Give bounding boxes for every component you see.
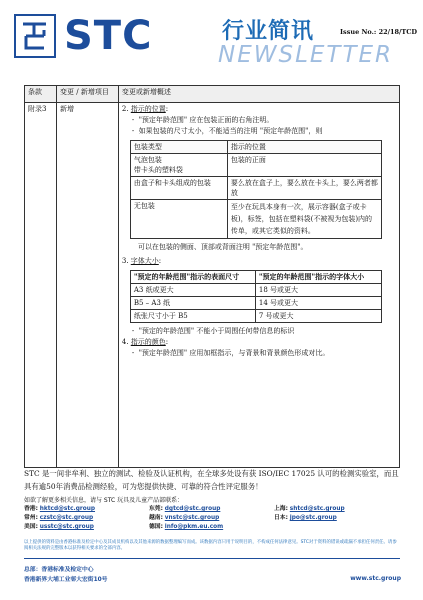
- email-link[interactable]: info@pkm.eu.com: [164, 524, 224, 530]
- packaging-table: [130, 140, 382, 239]
- font-size-table: [130, 270, 382, 323]
- section-2-after: 可以在包装的侧面、顶部或背面注明 "预定年龄范围"。: [137, 243, 308, 251]
- section-4-title: 4. 指示的颜色:: [121, 338, 169, 346]
- footer-address: [24, 565, 107, 585]
- change-summary-table: [24, 85, 400, 468]
- contact-row: 常州: czstc@stc.group 越南: vnstc@stc.group 日本: jpo@stc.group: [24, 515, 337, 521]
- footer-hq: 总部：香港标准及检定中心: [24, 567, 94, 573]
- table-row: 气泡包装 带卡头的塑料袋 包装的正面: [130, 154, 381, 177]
- footer-street: 香港新界大埔工业邨大宏街10号: [24, 577, 108, 583]
- section-2-bullet-2: - 如果包装的尺寸太小，不能适当的注明 "预定年龄范围"，则: [131, 127, 323, 135]
- table-header-row: [25, 86, 400, 103]
- change-cell: 新增: [57, 103, 119, 468]
- contact-row: 美国: usstc@stc.group 德国: info@pkm.eu.com: [24, 524, 224, 530]
- contact-intro: 如欲了解更多相关信息，请与 STC 玩具及儿童产品部联系：: [24, 497, 184, 504]
- section-2-bullet-1: - "预定年龄范围" 应在包装正面的右角注明。: [131, 116, 274, 124]
- email-link[interactable]: czstc@stc.group: [39, 515, 94, 521]
- table-row: B5 – A3 纸 14 号或更大: [130, 297, 381, 310]
- issue-number: Issue No.: 22/18/TCD: [340, 28, 418, 36]
- footer-divider: [24, 558, 400, 559]
- website-link[interactable]: www.stc.group: [350, 575, 401, 582]
- newsletter-title-cn: 行业简讯: [222, 19, 315, 44]
- header-clause: 条款: [25, 86, 57, 103]
- table-row: 无包装 至少在玩具本身有一次，展示容器(盒子或卡板)，标签，包括在塑料袋(不被视为包装)内的传单，或其它类似的资料。: [130, 200, 381, 239]
- disclaimer-text: 以上提供的资料是由香港标准及检定中心及其成员机构以及其他来源的数据整理编写而成。该数据内容只用于说明目的，不构成任何法律意见。STC对于资料的错误或疏漏不承担任何责任。请参阅相关法规的完整版本以获得相关要求的全部内容。: [24, 540, 397, 551]
- email-link[interactable]: shtcd@stc.group: [289, 506, 345, 512]
- email-link[interactable]: usstc@stc.group: [39, 524, 94, 530]
- table-row: 纸张尺寸小于 B5 7 号或更大: [130, 310, 381, 323]
- stc-logo-icon: [14, 14, 56, 58]
- summary-cell: [118, 103, 399, 468]
- email-link[interactable]: vnstc@stc.group: [164, 515, 220, 521]
- stc-intro-paragraph: STC 是一间非牟利、独立的测试、检验及认证机构，在全球多处设有获 ISO/IEC 17025 认可的检测实验室，而且具有逾50年消费品检测经验，可为您提供快捷、可靠的符合性评定服务！: [24, 469, 399, 491]
- section-2-title: 2. 指示的位置:: [121, 105, 169, 113]
- section-3-bullet: - "预定的年龄范围" 不能小于周围任何带信息的标识: [131, 327, 295, 335]
- email-link[interactable]: jpo@stc.group: [289, 515, 337, 521]
- section-3-title: 3. 字体大小:: [121, 257, 162, 265]
- logo-text: STC: [64, 13, 153, 59]
- email-link[interactable]: hktcd@stc.group: [39, 506, 96, 512]
- header-change: 变更 / 新增项目: [57, 86, 119, 103]
- header-summary: 变更或新增概述: [118, 86, 399, 103]
- email-link[interactable]: dgtcd@stc.group: [164, 506, 221, 512]
- table-row: A3 纸或更大 18 号或更大: [130, 284, 381, 297]
- table-header-row: 包装类型 指示的位置: [130, 141, 381, 154]
- table-header-row: "预定的年龄范围"指示的表面尺寸 "预定的年龄范围"指示的字体大小: [130, 271, 381, 284]
- table-row: [25, 103, 400, 468]
- header: [0, 0, 423, 75]
- table-row: 由盒子和卡头组成的包装 要么放在盒子上，要么放在卡头上，要么两者都放: [130, 177, 381, 200]
- contact-list: [24, 505, 404, 532]
- clause-cell: 附录3: [25, 103, 57, 468]
- newsletter-title-en: NEWSLETTER: [218, 42, 394, 68]
- contact-row: 香港: hktcd@stc.group 东莞: dgtcd@stc.group 上海: shtcd@stc.group: [24, 506, 345, 512]
- section-4-bullet: - "预定年龄范围" 应用加框指示，与背景和背景颜色形成对比。: [131, 349, 330, 357]
